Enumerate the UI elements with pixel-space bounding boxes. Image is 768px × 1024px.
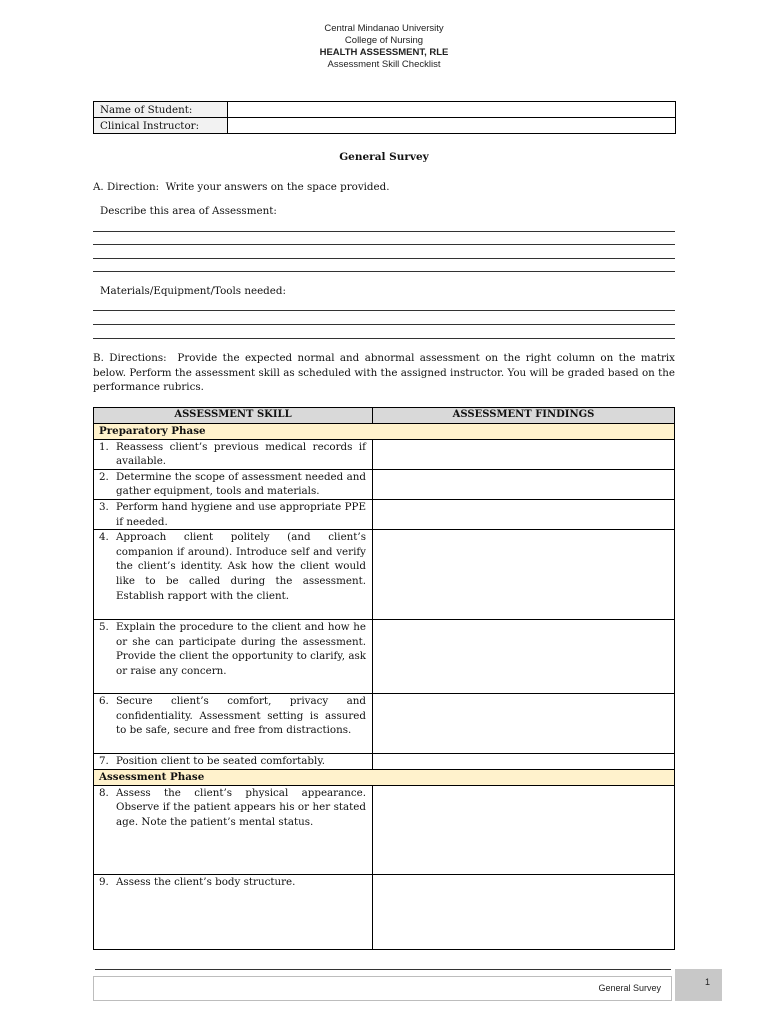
item-text: Reassess client’s previous medical records if available.: [116, 440, 366, 468]
table-row: [94, 785, 675, 874]
answer-line: [93, 231, 675, 232]
item-text: Assess the client’s body structure.: [116, 875, 296, 888]
part-a-direction: A. Direction: Write your answers on the space provided.: [93, 181, 390, 193]
instructor-name-field: [228, 118, 676, 134]
findings-cell: [373, 530, 675, 620]
findings-cell: [373, 754, 675, 770]
table-row: [94, 530, 675, 620]
item-number: 2.: [99, 470, 109, 483]
skill-cell: [94, 874, 373, 949]
course-name: HEALTH ASSESSMENT, RLE: [319, 47, 449, 58]
document-title: Assessment Skill Checklist: [327, 59, 441, 70]
footer-box: [93, 976, 672, 1001]
describe-label: Describe this area of Assessment:: [100, 205, 277, 217]
table-row: [94, 874, 675, 949]
item-number: 5.: [99, 621, 109, 634]
table-row: [94, 469, 675, 499]
answer-line: [93, 338, 675, 339]
info-table: [93, 101, 676, 134]
answer-line: [93, 324, 675, 325]
university-name: Central Mindanao University: [324, 23, 444, 34]
answer-line: [93, 258, 675, 259]
answer-line: [93, 310, 675, 311]
instructor-label: Clinical Instructor:: [94, 118, 228, 134]
item-text: Secure client’s comfort, privacy and confidentiality. Assessment setting is assured to be safe, secure and free from distractions.: [116, 695, 366, 737]
item-text: Approach client politely (and client’s companion if around). Introduce self and verify the client’s identity. Ask how the client would like to be called during the assessment. Establish rapport with the client.: [116, 531, 366, 602]
table-row: [94, 499, 675, 529]
phase-label: Preparatory Phase: [94, 423, 675, 439]
skill-cell: [94, 694, 373, 754]
item-number: 4.: [99, 531, 109, 544]
phase-label: Assessment Phase: [94, 769, 675, 785]
page-number: 1: [704, 977, 710, 987]
col-header-findings: ASSESSMENT FINDINGS: [373, 408, 675, 424]
item-number: 9.: [99, 875, 109, 888]
footer-divider: [95, 969, 671, 970]
item-text: Perform hand hygiene and use appropriate PPE if needed.: [116, 500, 366, 528]
skill-cell: [94, 469, 373, 499]
table-row: [94, 694, 675, 754]
matrix-header-row: [94, 408, 675, 424]
item-number: 7.: [99, 755, 109, 768]
part-b-direction: B. Directions: Provide the expected normal and abnormal assessment on the right column on the matrix below. Perform the assessment skill as scheduled with the assigned instructor. You will be graded based on the performance rubrics.: [93, 352, 679, 394]
item-text: Determine the scope of assessment needed and gather equipment, tools and materials.: [116, 470, 366, 498]
item-number: 8.: [99, 786, 109, 799]
answer-line: [93, 244, 675, 245]
findings-cell: [373, 439, 675, 469]
table-row: [94, 754, 675, 770]
findings-cell: [373, 694, 675, 754]
skill-cell: [94, 620, 373, 694]
item-text: Position client to be seated comfortably.: [116, 755, 326, 768]
skill-cell: [94, 785, 373, 874]
phase-row-assessment: [94, 769, 675, 785]
document-header: [0, 23, 768, 71]
section-title: General Survey: [339, 151, 429, 163]
student-name-field: [228, 102, 676, 118]
findings-cell: [373, 620, 675, 694]
item-number: 6.: [99, 695, 109, 708]
item-text: Assess the client’s physical appearance. Observe if the patient appears his or her stated age. Note the patient’s mental status.: [116, 786, 366, 828]
skill-cell: [94, 530, 373, 620]
col-header-skill: ASSESSMENT SKILL: [94, 408, 373, 424]
footer-section-name: General Survey: [598, 983, 661, 993]
skill-cell: [94, 754, 373, 770]
materials-label: Materials/Equipment/Tools needed:: [100, 285, 286, 297]
findings-cell: [373, 785, 675, 874]
college-name: College of Nursing: [344, 35, 424, 46]
answer-line: [93, 271, 675, 272]
phase-row-preparatory: [94, 423, 675, 439]
item-number: 1.: [99, 440, 109, 453]
findings-cell: [373, 499, 675, 529]
table-row: [94, 439, 675, 469]
item-number: 3.: [99, 500, 109, 513]
table-row: [94, 620, 675, 694]
skill-cell: [94, 499, 373, 529]
skill-cell: [94, 439, 373, 469]
findings-cell: [373, 874, 675, 949]
assessment-matrix: [93, 407, 675, 950]
item-text: Explain the procedure to the client and how he or she can participate during the assessment. Provide the client the opportunity to clarify, ask or raise any concern.: [116, 621, 366, 677]
student-label: Name of Student:: [94, 102, 228, 118]
findings-cell: [373, 469, 675, 499]
page-number-box: [675, 969, 722, 1001]
student-row: [94, 102, 676, 118]
instructor-row: [94, 118, 676, 134]
